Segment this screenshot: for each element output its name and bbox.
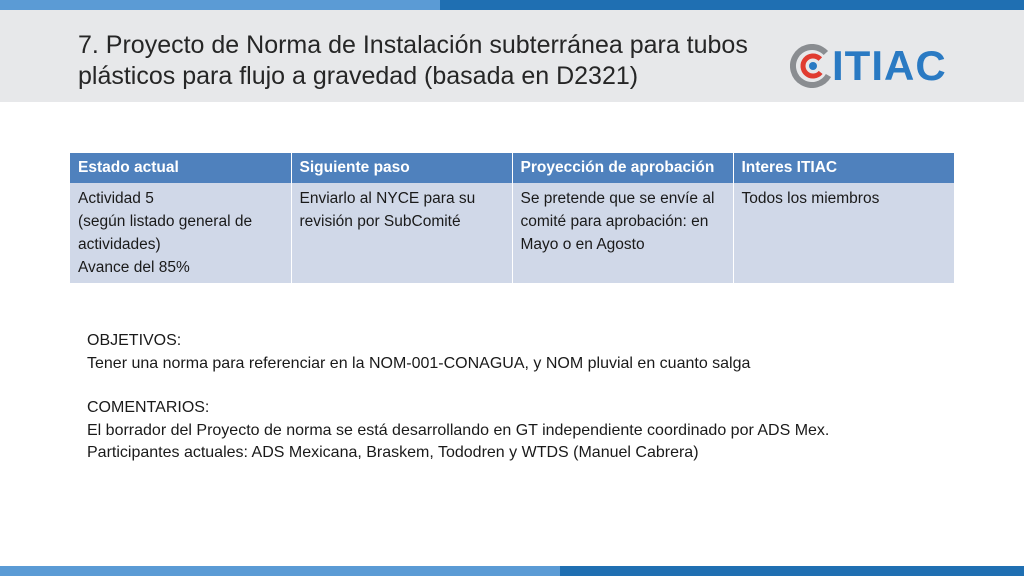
bottom-accent-bar — [0, 566, 1024, 576]
status-table — [70, 153, 954, 283]
itiac-logo-mark-icon — [790, 44, 834, 88]
cell-estado-actual — [70, 183, 291, 283]
header-interes-itiac: Interes ITIAC — [733, 153, 954, 183]
header-proyeccion-aprobacion: Proyección de aprobación — [512, 153, 733, 183]
comentarios-text-2: Participantes actuales: ADS Mexicana, Braskem, Tododren y WTDS (Manuel Cabrera) — [87, 444, 699, 461]
slide-title: 7. Proyecto de Norma de Instalación subterránea para tubos plásticos para flujo a gravedad (basada en D2321) — [78, 31, 748, 90]
bottom-accent-light — [0, 566, 560, 576]
objetivos-text: Tener una norma para referenciar en la NOM-001-CONAGUA, y NOM pluvial en cuanto salga — [87, 354, 751, 372]
top-accent-bar — [0, 0, 1024, 10]
table-row — [70, 183, 954, 283]
objetivos-heading: OBJETIVOS: — [87, 332, 182, 349]
itiac-logo-text: ITIAC — [832, 42, 947, 89]
cell-proyeccion: Se pretende que se envíe al comité para aprobación: en Mayo o en Agosto — [512, 183, 733, 283]
slide-header — [0, 10, 1024, 102]
top-accent-dark — [440, 0, 1024, 10]
bottom-accent-dark — [560, 566, 1024, 576]
comentarios-text-1: El borrador del Proyecto de norma se está desarrollando en GT independiente coordinado por ADS Mex. — [87, 421, 830, 439]
table-header-row — [70, 153, 954, 183]
header-estado-actual: Estado actual — [70, 153, 291, 183]
top-accent-light — [0, 0, 440, 10]
estado-line-3: Avance del 85% — [78, 259, 190, 276]
header-siguiente-paso: Siguiente paso — [291, 153, 512, 183]
itiac-logo — [790, 40, 960, 92]
comentarios-heading: COMENTARIOS: — [87, 399, 210, 416]
estado-line-2: (según listado general de actividades) — [78, 213, 253, 253]
cell-siguiente-paso: Enviarlo al NYCE para su revisión por SubComité — [291, 183, 512, 283]
cell-interes: Todos los miembros — [733, 183, 954, 283]
estado-line-1: Actividad 5 — [78, 190, 154, 207]
notes-spacer — [87, 375, 987, 397]
notes-section — [87, 330, 987, 465]
